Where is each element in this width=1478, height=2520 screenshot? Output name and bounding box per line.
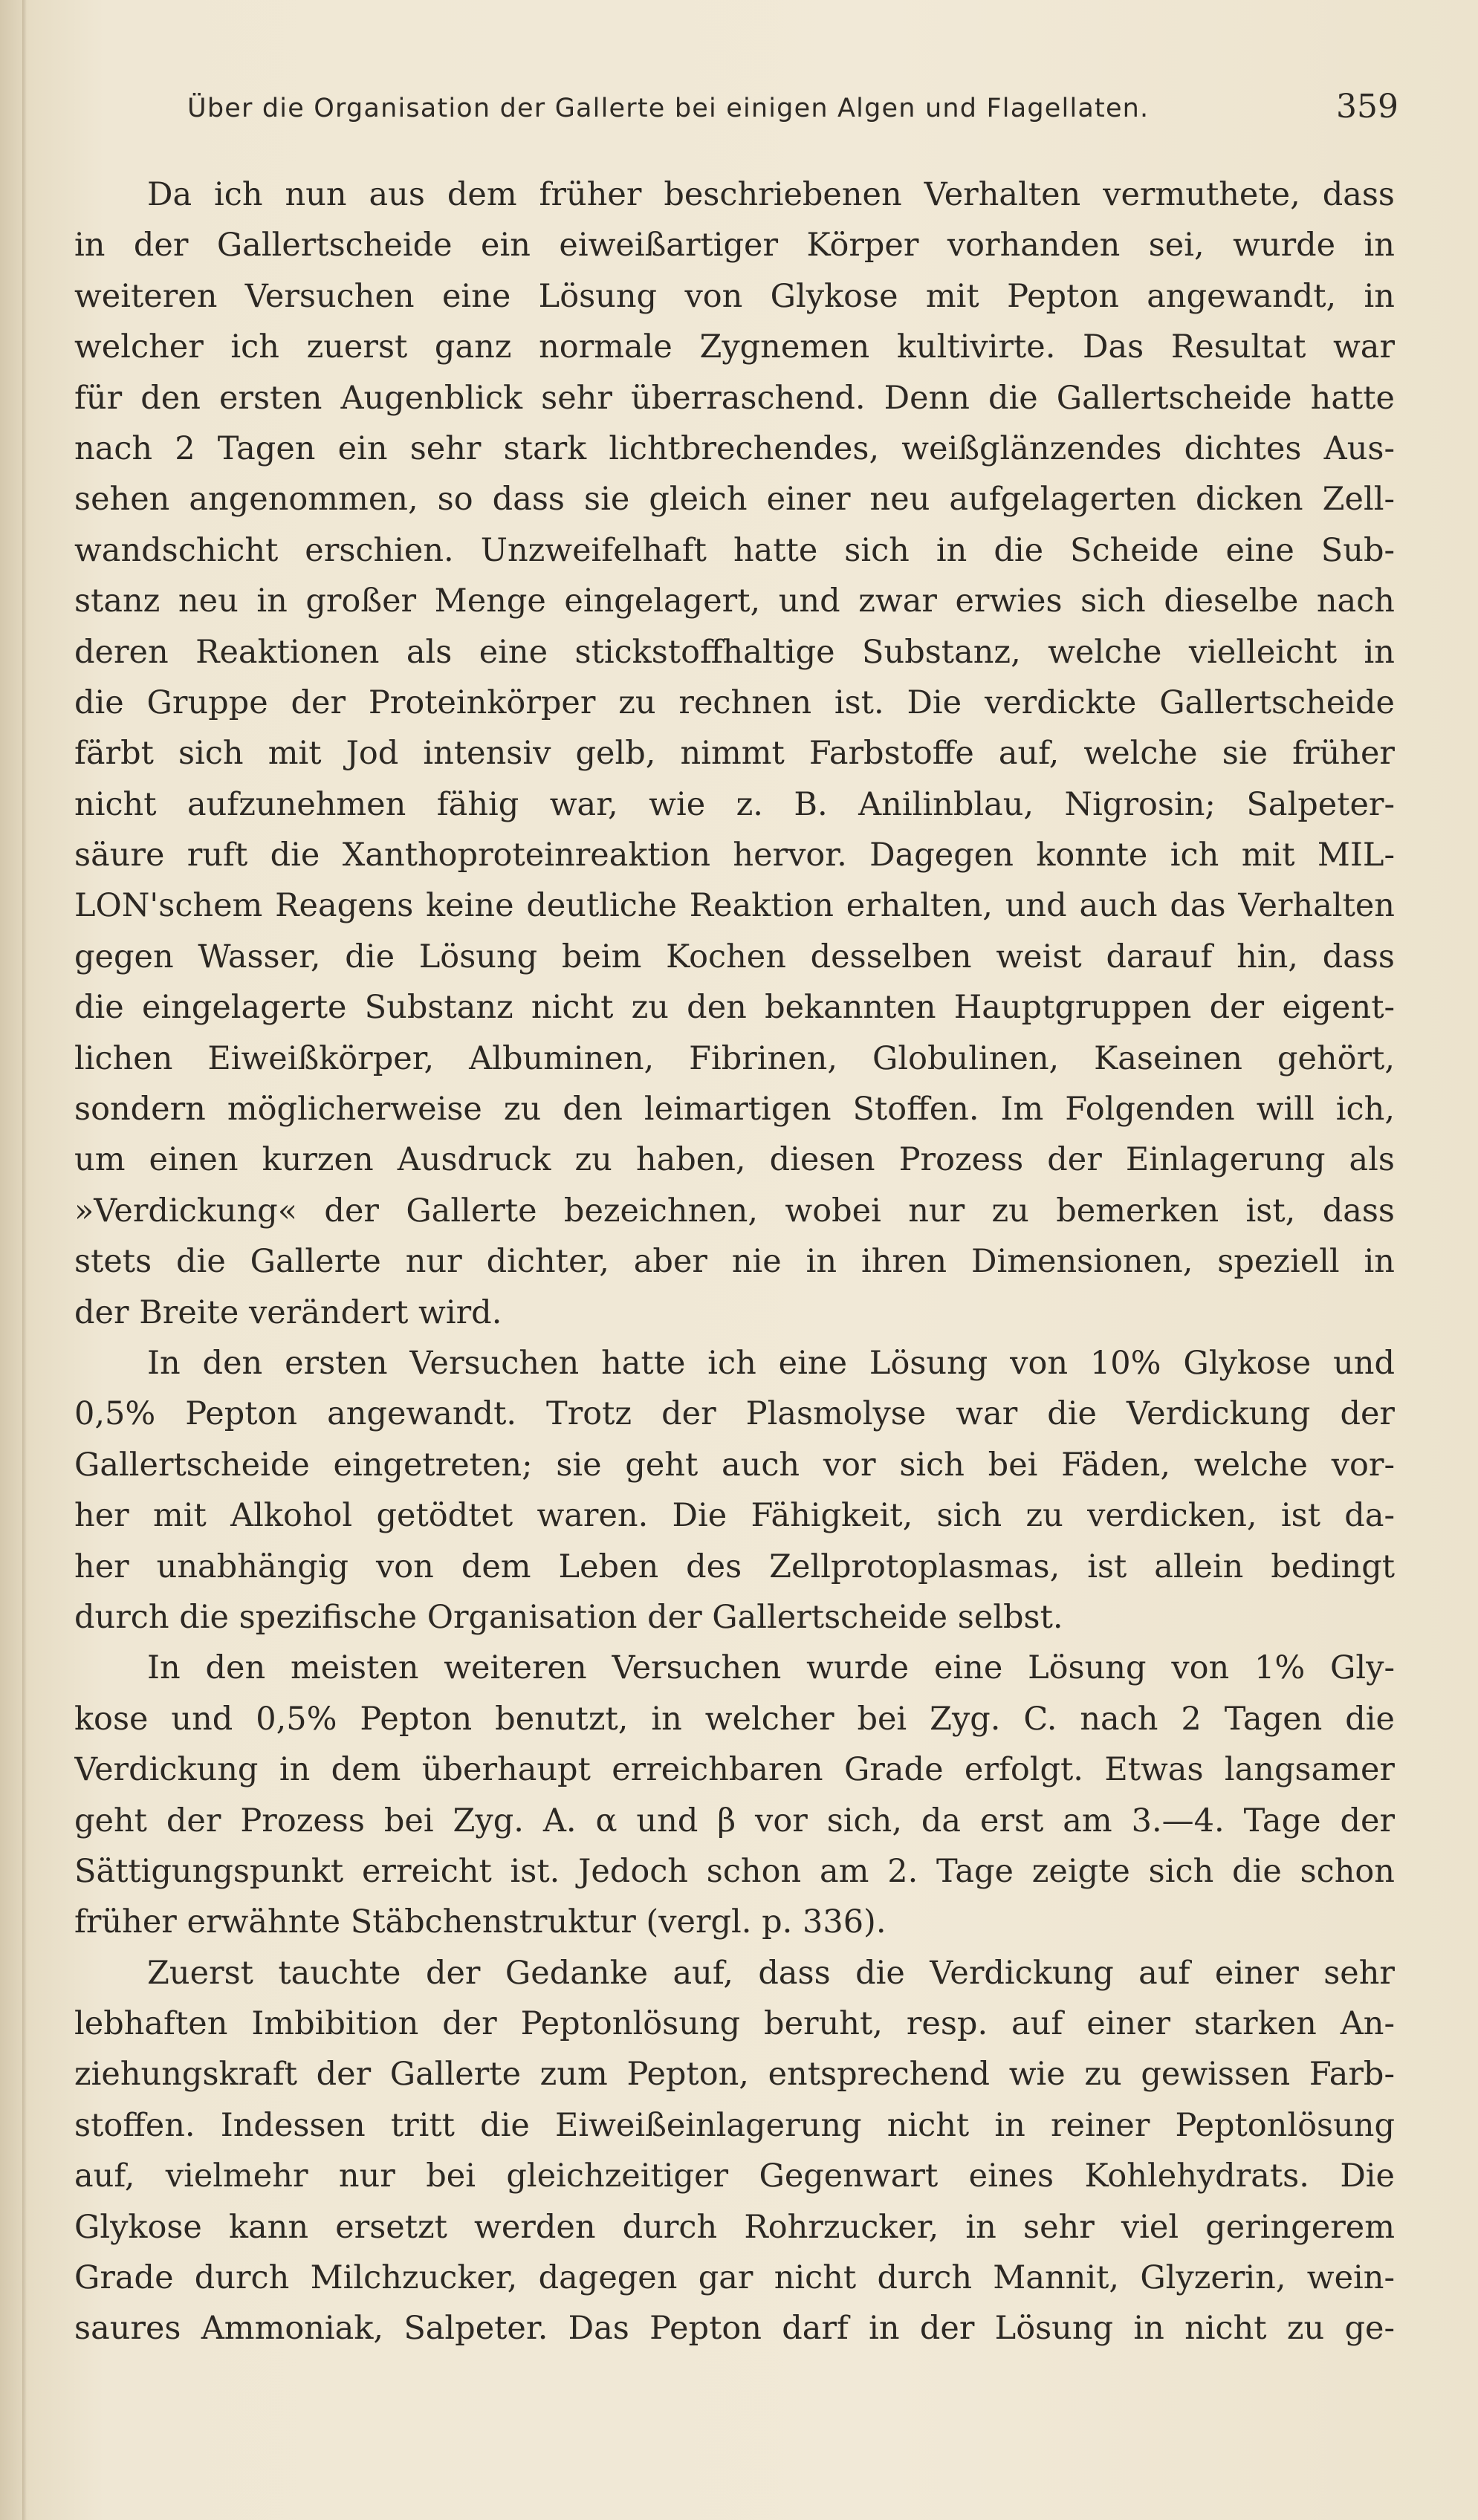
text-line: stoffen. Indessen tritt die Eiweißeinlagerung nicht in reiner Peptonlösung	[74, 2106, 1395, 2144]
text-line: Gallertscheide eingetreten; sie geht auch vor sich bei Fäden, welche vor-	[74, 1446, 1395, 1484]
body-text	[74, 169, 1395, 2354]
text-line: nicht aufzunehmen fähig war, wie z. B. Anilinblau, Nigrosin; Salpeter-	[74, 785, 1395, 823]
text-line: Da ich nun aus dem früher beschriebenen Verhalten vermuthete, dass	[147, 176, 1395, 213]
text-line: deren Reaktionen als eine stickstoffhaltige Substanz, welche vielleicht in	[74, 633, 1395, 671]
text-line: In den ersten Versuchen hatte ich eine Lösung von 10% Glykose und	[147, 1344, 1395, 1382]
text-line: Zuerst tauchte der Gedanke auf, dass die Verdickung auf einer sehr	[147, 1954, 1395, 1992]
page-header	[187, 88, 1398, 140]
text-line: lebhaften Imbibition der Peptonlösung beruht, resp. auf einer starken An-	[74, 2005, 1395, 2043]
text-line: Glykose kann ersetzt werden durch Rohrzucker, in sehr viel geringerem	[74, 2208, 1395, 2246]
text-line: nach 2 Tagen ein sehr stark lichtbrechendes, weißglänzendes dichtes Aus-	[74, 429, 1395, 467]
page-number: 359	[1336, 88, 1398, 126]
text-line: in der Gallertscheide ein eiweißartiger Körper vorhanden sei, wurde in	[74, 227, 1395, 264]
text-line: auf, vielmehr nur bei gleichzeitiger Gegenwart eines Kohlehydrats. Die	[74, 2157, 1395, 2195]
text-line: kose und 0,5% Pepton benutzt, in welcher bei Zyg. C. nach 2 Tagen die	[74, 1700, 1395, 1738]
text-line: LON'schem Reagens keine deutliche Reaktion erhalten, und auch das Verhalten	[74, 887, 1395, 925]
text-line: 0,5% Pepton angewandt. Trotz der Plasmolyse war die Verdickung der	[74, 1395, 1395, 1433]
text-line: Sättigungspunkt erreicht ist. Jedoch schon am 2. Tage zeigte sich die schon	[74, 1852, 1395, 1890]
text-line: früher erwähnte Stäbchenstruktur (vergl. p. 336).	[74, 1903, 887, 1941]
text-line: weiteren Versuchen eine Lösung von Glykose mit Pepton angewandt, in	[74, 277, 1395, 315]
text-line: ziehungskraft der Gallerte zum Pepton, entsprechend wie zu gewissen Farb-	[74, 2056, 1395, 2094]
text-line: saures Ammoniak, Salpeter. Das Pepton darf in der Lösung in nicht zu ge-	[74, 2310, 1395, 2348]
text-line: säure ruft die Xanthoproteinreaktion hervor. Dagegen konnte ich mit MIL-	[74, 837, 1395, 874]
text-line: her mit Alkohol getödtet waren. Die Fähigkeit, sich zu verdicken, ist da-	[74, 1497, 1395, 1535]
running-title: Über die Organisation der Gallerte bei einigen Algen und Flagellaten.	[187, 94, 1150, 123]
text-line: gegen Wasser, die Lösung beim Kochen desselben weist darauf hin, dass	[74, 938, 1395, 975]
text-line: die Gruppe der Proteinkörper zu rechnen ist. Die verdickte Gallertscheide	[74, 683, 1395, 721]
text-line: Verdickung in dem überhaupt erreichbaren Grade erfolgt. Etwas langsamer	[74, 1751, 1395, 1789]
text-line: geht der Prozess bei Zyg. A. α und β vor sich, da erst am 3.—4. Tage der	[74, 1802, 1395, 1839]
text-line: »Verdickung« der Gallerte bezeichnen, wobei nur zu bemerken ist, dass	[74, 1192, 1395, 1230]
text-line: wandschicht erschien. Unzweifelhaft hatte sich in die Scheide eine Sub-	[74, 531, 1395, 569]
text-line: Grade durch Milchzucker, dagegen gar nicht durch Mannit, Glyzerin, wein-	[74, 2259, 1395, 2297]
text-line: färbt sich mit Jod intensiv gelb, nimmt Farbstoffe auf, welche sie früher	[74, 735, 1395, 773]
text-line: die eingelagerte Substanz nicht zu den bekannten Hauptgruppen der eigent-	[74, 989, 1395, 1027]
text-line: her unabhängig von dem Leben des Zellprotoplasmas, ist allein bedingt	[74, 1548, 1395, 1585]
text-line: stanz neu in großer Menge eingelagert, und zwar erwies sich dieselbe nach	[74, 582, 1395, 620]
book-gutter	[22, 0, 27, 2520]
text-line: welcher ich zuerst ganz normale Zygnemen kultivirte. Das Resultat war	[74, 328, 1395, 366]
text-line: für den ersten Augenblick sehr überraschend. Denn die Gallertscheide hatte	[74, 379, 1395, 417]
text-line: der Breite verändert wird.	[74, 1293, 502, 1331]
text-line: stets die Gallerte nur dichter, aber nie in ihren Dimensionen, speziell in	[74, 1243, 1395, 1281]
text-line: durch die spezifische Organisation der Gallertscheide selbst.	[74, 1598, 1063, 1636]
text-line: sehen angenommen, so dass sie gleich einer neu aufgelagerten dicken Zell-	[74, 481, 1395, 519]
text-line: lichen Eiweißkörper, Albuminen, Fibrinen, Globulinen, Kaseinen gehört,	[74, 1039, 1395, 1077]
text-line: sondern möglicherweise zu den leimartigen Stoffen. Im Folgenden will ich,	[74, 1091, 1395, 1129]
text-line: In den meisten weiteren Versuchen wurde eine Lösung von 1% Gly-	[147, 1649, 1395, 1687]
text-line: um einen kurzen Ausdruck zu haben, diesen Prozess der Einlagerung als	[74, 1141, 1395, 1179]
